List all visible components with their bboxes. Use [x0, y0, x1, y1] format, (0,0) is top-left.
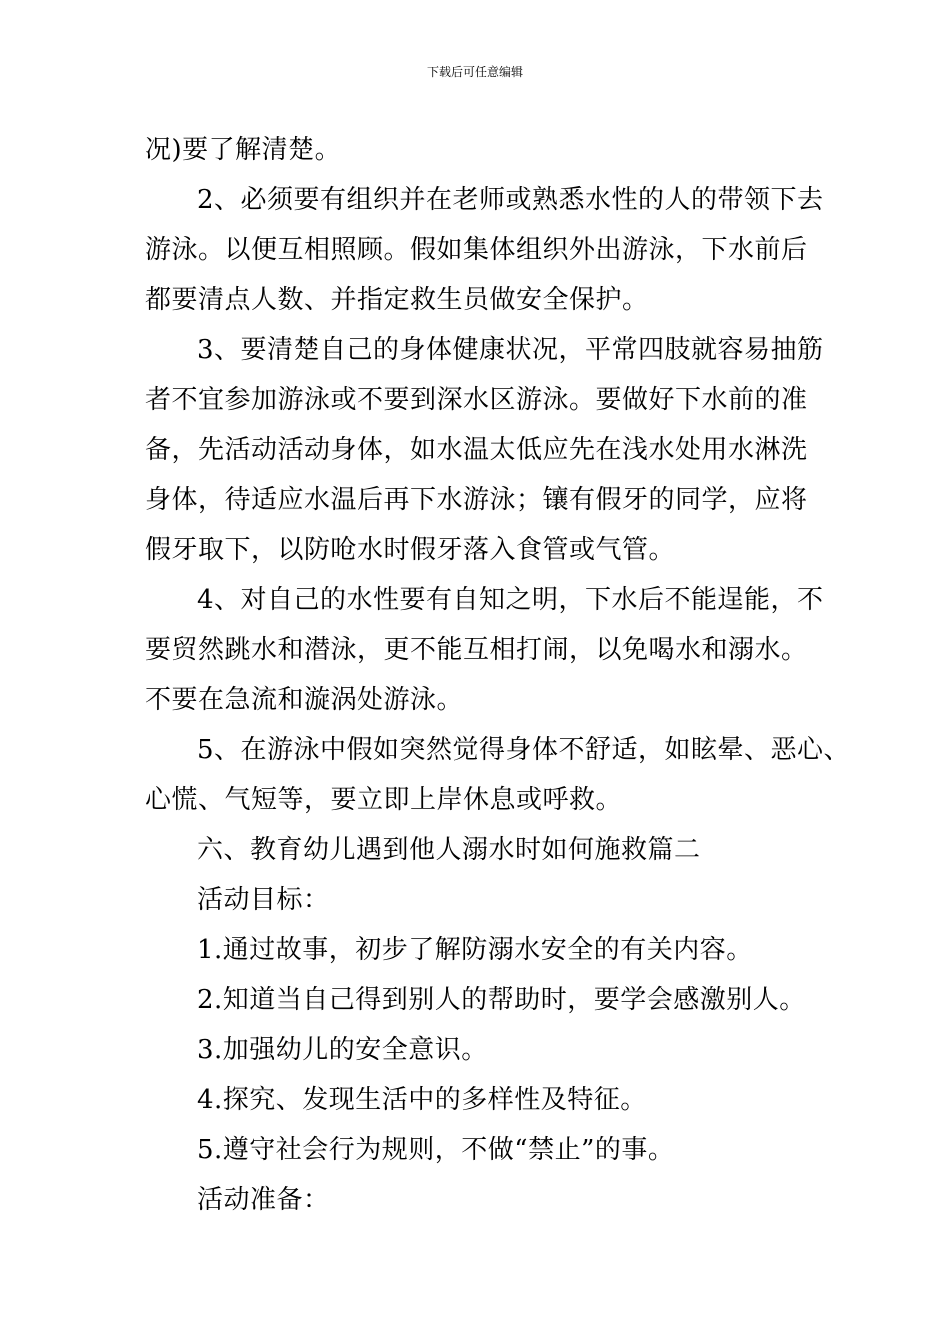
- paragraph: [145, 325, 824, 575]
- text-line: 1.通过故事，初步了解防溺水安全的有关内容。: [197, 935, 753, 965]
- text-line: 不要在急流和漩涡处游泳。: [145, 685, 464, 715]
- paragraph: [145, 725, 851, 825]
- text-line: 备，先活动活动身体，如水温太低应先在浅水处用水淋洗: [145, 435, 808, 465]
- text-line: 身体，待适应水温后再下水游泳；镶有假牙的同学，应将: [145, 485, 808, 515]
- list-item: [145, 1025, 810, 1075]
- list-item: [145, 925, 810, 975]
- list-item: [145, 1125, 810, 1175]
- paragraph: [145, 575, 824, 725]
- list-item: [145, 975, 810, 1025]
- text-line: 都要清点人数、并指定救生员做安全保护。: [145, 285, 649, 315]
- text-line: 4、对自己的水性要有自知之明，下水后不能逞能，不: [197, 585, 824, 615]
- text-line: 者不宜参加游泳或不要到深水区游泳。要做好下水前的准: [145, 385, 808, 415]
- paragraph: [145, 125, 810, 175]
- subheading: [145, 1175, 810, 1225]
- text-line: 5、在游泳中假如突然觉得身体不舒适，如眩晕、恶心、: [197, 735, 851, 765]
- subheading: [145, 875, 810, 925]
- text-line: 心慌、气短等，要立即上岸休息或呼救。: [145, 785, 623, 815]
- list-item: [145, 1075, 810, 1125]
- paragraph: [145, 175, 824, 325]
- text-line: 六、教育幼儿遇到他人溺水时如何施救篇二: [197, 835, 701, 865]
- text-line: 2、必须要有组织并在老师或熟悉水性的人的带领下去: [197, 185, 824, 215]
- document-body: [145, 125, 851, 1225]
- text-line: 2.知道当自己得到别人的帮助时，要学会感激别人。: [197, 985, 806, 1015]
- text-line: 5.遵守社会行为规则，不做“禁止”的事。: [197, 1135, 675, 1165]
- section-heading: [145, 825, 810, 875]
- text-line: 况)要了解清楚。: [145, 135, 342, 165]
- text-line: 要贸然跳水和潜泳，更不能互相打闹，以免喝水和溺水。: [145, 635, 808, 665]
- text-line: 活动准备：: [197, 1185, 330, 1215]
- text-line: 3.加强幼儿的安全意识。: [197, 1035, 488, 1065]
- text-line: 3、要清楚自己的身体健康状况，平常四肢就容易抽筋: [197, 335, 824, 365]
- text-line: 游泳。以便互相照顾。假如集体组织外出游泳，下水前后: [145, 235, 808, 265]
- text-line: 假牙取下，以防呛水时假牙落入食管或气管。: [145, 535, 676, 565]
- page-header: 下载后可任意编辑: [426, 65, 523, 79]
- text-line: 活动目标：: [197, 885, 330, 915]
- text-line: 4.探究、发现生活中的多样性及特征。: [197, 1085, 647, 1115]
